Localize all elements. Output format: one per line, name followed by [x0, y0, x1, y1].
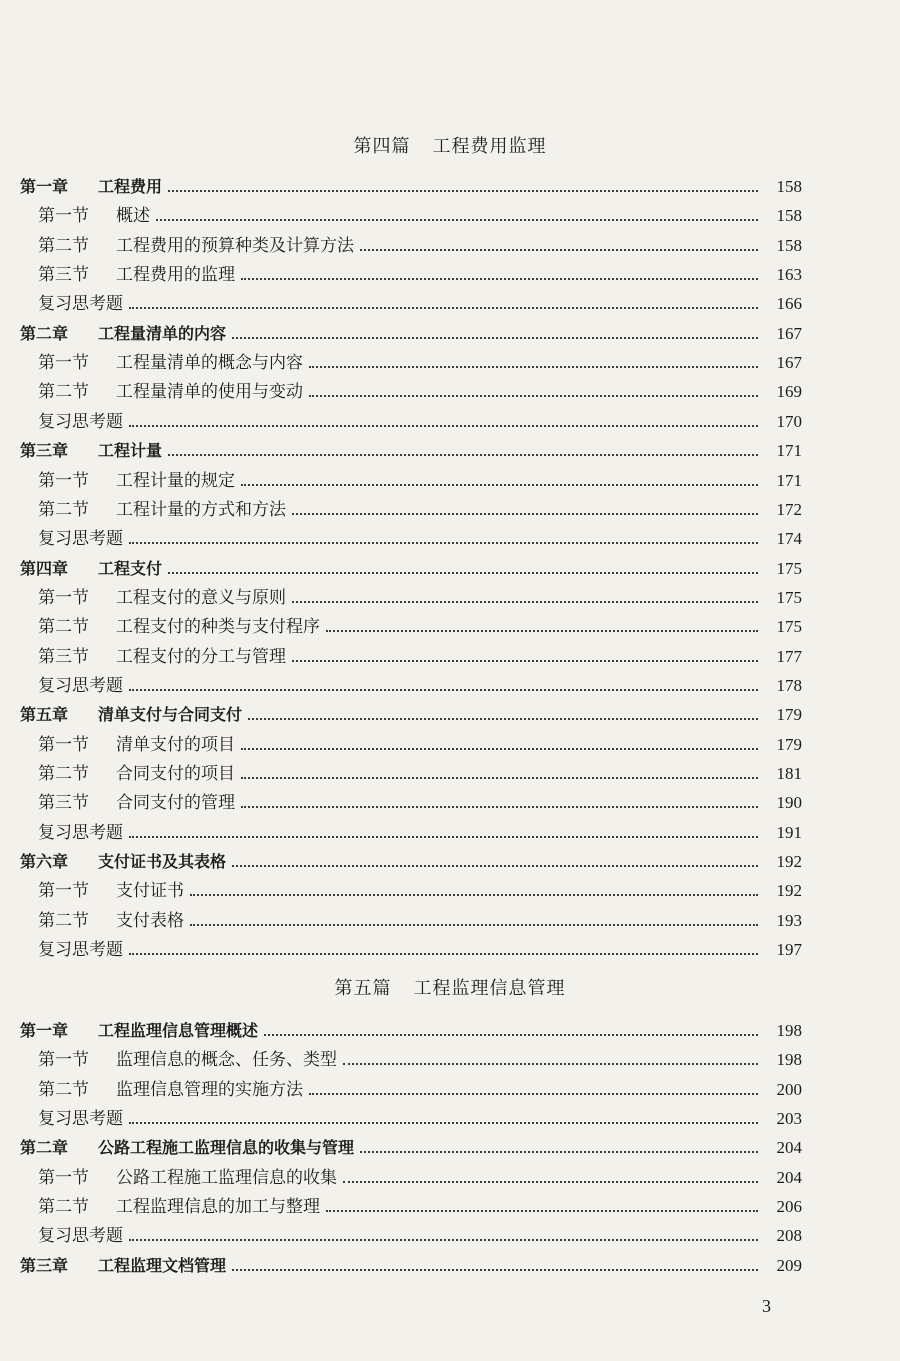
toc-chapter-entry[interactable] [20, 1131, 802, 1159]
dot-leader [248, 717, 758, 720]
entry-page-number: 169 [776, 382, 802, 402]
dot-leader [129, 1121, 758, 1124]
entry-title: 合同支付的管理 [116, 793, 235, 814]
entry-page-number: 174 [776, 529, 802, 549]
dot-leader [232, 864, 758, 867]
entry-title: 工程计量的规定 [116, 470, 235, 491]
toc-section-entry[interactable] [38, 1161, 802, 1189]
entry-page-number: 193 [776, 910, 802, 930]
dot-leader [129, 952, 758, 955]
entry-number: 第四章 [20, 558, 69, 578]
entry-title: 支付证书 [116, 881, 184, 902]
dot-leader [241, 776, 758, 779]
entry-page-number: 198 [776, 1021, 802, 1040]
entry-page-number: 175 [776, 587, 802, 607]
toc-section-entry[interactable] [38, 728, 802, 756]
entry-page-number: 208 [776, 1226, 802, 1246]
part-title-text: 工程监理信息管理 [413, 978, 566, 999]
toc-review-entry[interactable] [38, 405, 802, 433]
dot-leader [190, 923, 758, 926]
entry-title: 工程量清单的概念与内容 [116, 353, 303, 374]
dot-leader [292, 659, 758, 662]
toc-chapter-entry[interactable] [20, 1249, 802, 1277]
toc-review-entry[interactable] [38, 1102, 802, 1130]
dot-leader [129, 835, 758, 838]
dot-leader [309, 394, 758, 397]
entry-number: 第一节 [38, 470, 89, 491]
toc-section-entry[interactable] [38, 1190, 802, 1218]
toc-review-entry[interactable] [38, 933, 802, 961]
entry-page-number: 163 [776, 265, 802, 285]
entry-title: 复习思考题 [38, 1226, 123, 1247]
entry-number: 第五章 [20, 705, 69, 725]
entry-number: 第一节 [38, 734, 89, 755]
entry-page-number: 158 [776, 177, 802, 196]
entry-title: 复习思考题 [38, 294, 123, 315]
entry-title: 复习思考题 [38, 411, 123, 432]
dot-leader [168, 453, 758, 456]
entry-number: 第一节 [38, 353, 89, 374]
entry-page-number: 167 [776, 353, 802, 373]
dot-leader [129, 1238, 758, 1241]
entry-number: 第六章 [20, 852, 69, 872]
entry-page-number: 206 [776, 1197, 802, 1217]
toc-section-entry[interactable] [38, 786, 802, 814]
entry-page-number: 192 [776, 852, 802, 872]
dot-leader [241, 483, 758, 486]
toc-chapter-entry[interactable] [20, 170, 802, 198]
entry-page-number: 191 [776, 822, 802, 842]
entry-page-number: 181 [776, 764, 802, 783]
entry-number: 第二节 [38, 764, 89, 784]
entry-number: 第一章 [20, 177, 69, 196]
entry-title: 工程费用 [98, 177, 163, 196]
toc-section-entry[interactable] [38, 1073, 802, 1101]
page-number: 3 [762, 1296, 771, 1316]
entry-page-number: 200 [776, 1079, 802, 1099]
entry-page-number: 190 [776, 793, 802, 813]
entry-title: 工程量清单的使用与变动 [116, 382, 303, 403]
entry-number: 第一章 [20, 1021, 69, 1040]
toc-section-entry[interactable] [38, 1043, 802, 1071]
entry-page-number: 179 [776, 734, 802, 754]
entry-number: 第三节 [38, 265, 89, 286]
toc-chapter-entry[interactable] [20, 552, 802, 580]
part-number: 第四篇 [353, 136, 411, 157]
entry-number: 第二节 [38, 235, 89, 256]
entry-title: 工程费用的监理 [116, 265, 235, 286]
dot-leader [241, 805, 758, 808]
entry-number: 第一节 [38, 881, 89, 902]
part-title [0, 132, 900, 158]
entry-number: 第三节 [38, 793, 89, 814]
entry-title: 工程支付的种类与支付程序 [116, 617, 320, 638]
dot-leader [264, 1033, 758, 1036]
entry-title: 监理信息管理的实施方法 [116, 1079, 303, 1100]
entry-title: 公路工程施工监理信息的收集与管理 [98, 1138, 355, 1158]
entry-page-number: 179 [776, 705, 802, 725]
entry-page-number: 178 [776, 675, 802, 695]
entry-title: 复习思考题 [38, 940, 123, 961]
entry-number: 第三章 [20, 441, 69, 461]
entry-title: 工程监理文档管理 [98, 1255, 227, 1275]
entry-number: 第二节 [38, 1197, 89, 1218]
toc-chapter-entry[interactable] [20, 317, 802, 345]
entry-number: 第三章 [20, 1255, 69, 1275]
toc-section-entry[interactable] [38, 581, 802, 609]
entry-title: 复习思考题 [38, 822, 123, 843]
entry-page-number: 192 [776, 881, 802, 901]
part-title-text: 工程费用监理 [432, 136, 547, 157]
toc-chapter-entry[interactable] [20, 1014, 802, 1042]
toc-review-entry[interactable] [38, 816, 802, 844]
toc-section-entry[interactable] [38, 258, 802, 286]
entry-page-number: 170 [776, 411, 802, 431]
part-number: 第五篇 [334, 978, 392, 999]
entry-title: 概述 [116, 206, 150, 227]
entry-title: 工程监理信息管理概述 [98, 1021, 259, 1040]
entry-title: 工程费用的预算种类及计算方法 [116, 235, 354, 256]
toc-chapter-entry[interactable] [20, 698, 802, 726]
dot-leader [232, 1268, 758, 1271]
dot-leader [190, 893, 758, 896]
dot-leader [241, 747, 758, 750]
dot-leader [168, 189, 758, 192]
dot-leader [326, 629, 758, 632]
entry-title: 支付证书及其表格 [98, 852, 227, 872]
toc-review-entry[interactable] [38, 1219, 802, 1247]
entry-page-number: 158 [776, 235, 802, 255]
entry-title: 公路工程施工监理信息的收集 [116, 1167, 337, 1188]
toc-section-entry[interactable] [38, 493, 802, 521]
entry-title: 监理信息的概念、任务、类型 [116, 1050, 337, 1071]
entry-number: 第二章 [20, 1138, 69, 1158]
entry-title: 工程计量的方式和方法 [116, 499, 286, 520]
entry-page-number: 175 [776, 617, 802, 637]
entry-page-number: 172 [776, 499, 802, 519]
entry-page-number: 204 [776, 1167, 802, 1187]
entry-number: 第二节 [38, 617, 89, 638]
entry-number: 第二节 [38, 1079, 89, 1100]
entry-number: 第二节 [38, 382, 89, 403]
entry-title: 工程量清单的内容 [98, 323, 227, 343]
entry-page-number: 197 [776, 940, 802, 960]
entry-title: 工程支付的意义与原则 [116, 587, 286, 608]
dot-leader [292, 512, 758, 515]
toc-chapter-entry[interactable] [20, 434, 802, 462]
entry-title: 支付表格 [116, 910, 184, 931]
entry-number: 第一节 [38, 206, 89, 227]
entry-page-number: 167 [776, 323, 802, 343]
entry-title: 合同支付的项目 [116, 764, 235, 784]
entry-title: 清单支付的项目 [116, 734, 235, 755]
toc-section-entry[interactable] [38, 346, 802, 374]
dot-leader [129, 424, 758, 427]
entry-title: 工程支付的分工与管理 [116, 646, 286, 667]
toc-section-entry[interactable] [38, 640, 802, 668]
entry-page-number: 166 [776, 294, 802, 314]
dot-leader [232, 336, 758, 339]
dot-leader [309, 1092, 758, 1095]
entry-number: 第一节 [38, 1167, 89, 1188]
entry-page-number: 175 [776, 558, 802, 578]
dot-leader [343, 1062, 758, 1065]
entry-title: 工程计量 [98, 441, 163, 461]
dot-leader [129, 306, 758, 309]
entry-title: 工程监理信息的加工与整理 [116, 1197, 320, 1218]
dot-leader [241, 277, 758, 280]
toc-section-entry[interactable] [38, 874, 802, 902]
entry-page-number: 171 [776, 441, 802, 461]
dot-leader [156, 218, 758, 221]
entry-page-number: 177 [776, 646, 802, 666]
toc-section-entry[interactable] [38, 375, 802, 403]
entry-title: 复习思考题 [38, 1109, 123, 1130]
entry-title: 清单支付与合同支付 [98, 705, 243, 725]
entry-number: 第二节 [38, 499, 89, 520]
dot-leader [309, 365, 758, 368]
dot-leader [360, 1150, 758, 1153]
dot-leader [292, 600, 758, 603]
dot-leader [129, 688, 758, 691]
entry-number: 第一节 [38, 587, 89, 608]
toc-review-entry[interactable] [38, 287, 802, 315]
toc-review-entry[interactable] [38, 669, 802, 697]
dot-leader [360, 248, 758, 251]
entry-title: 工程支付 [98, 558, 163, 578]
toc-section-entry[interactable] [38, 610, 802, 638]
entry-page-number: 171 [776, 470, 802, 490]
toc-section-entry[interactable] [38, 757, 802, 785]
toc-section-entry[interactable] [38, 464, 802, 492]
part-title [0, 974, 900, 1000]
entry-number: 第三节 [38, 646, 89, 667]
toc-section-entry[interactable] [38, 904, 802, 932]
entry-number: 第二章 [20, 323, 69, 343]
entry-number: 第一节 [38, 1050, 89, 1071]
dot-leader [129, 541, 758, 544]
toc-section-entry[interactable] [38, 229, 802, 257]
entry-page-number: 198 [776, 1050, 802, 1070]
entry-page-number: 203 [776, 1109, 802, 1129]
entry-page-number: 204 [776, 1138, 802, 1158]
toc-review-entry[interactable] [38, 522, 802, 550]
toc-chapter-entry[interactable] [20, 845, 802, 873]
toc-section-entry[interactable] [38, 199, 802, 227]
entry-title: 复习思考题 [38, 529, 123, 550]
entry-page-number: 158 [776, 206, 802, 226]
dot-leader [326, 1209, 758, 1212]
dot-leader [168, 571, 758, 574]
entry-title: 复习思考题 [38, 675, 123, 696]
entry-number: 第二节 [38, 910, 89, 931]
dot-leader [343, 1180, 758, 1183]
entry-page-number: 209 [776, 1255, 802, 1275]
